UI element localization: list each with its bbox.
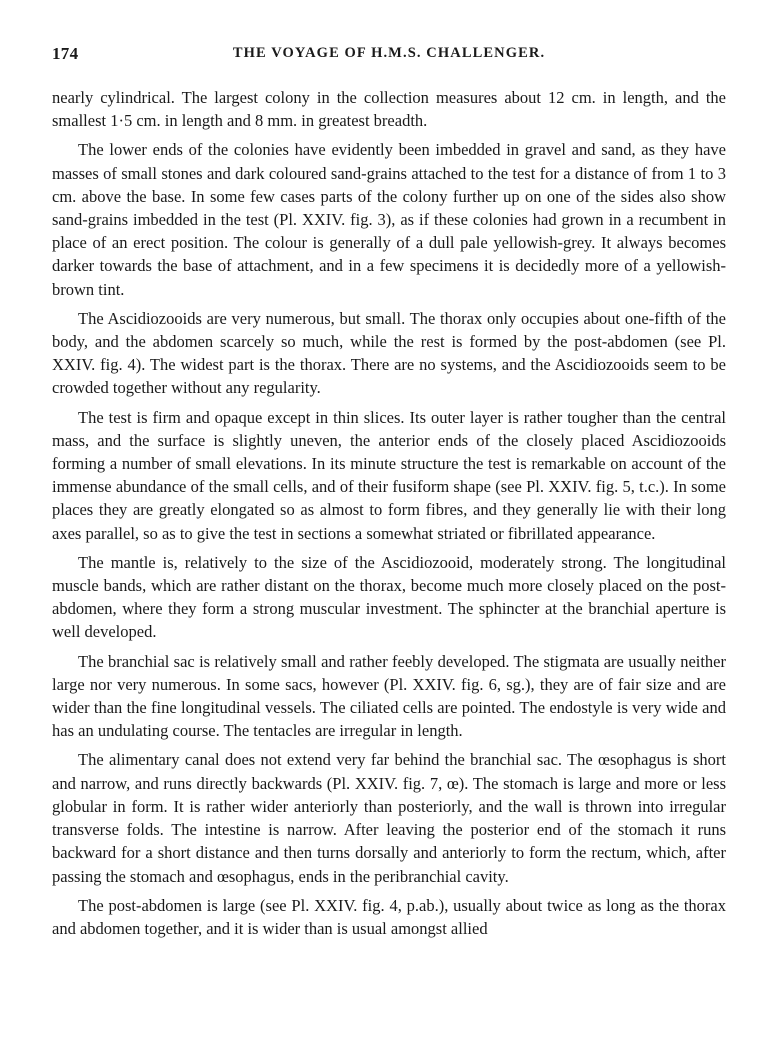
page-header bbox=[52, 44, 726, 68]
paragraph: nearly cylindrical. The largest colony in the collection measures about 12 cm. in length, and the smallest 1·5 cm. in length and 8 mm. in greatest breadth. bbox=[52, 88, 726, 131]
paragraph: The branchial sac is relatively small and rather feebly developed. The stigmata are usually neither large nor very numerous. In some sacs, however (Pl. XXIV. fig. 6, sg.), they are of fair size and are wider than the fine longitudinal vessels. The ciliated cells are pointed. The endostyle is very wide and has an undulating course. The tentacles are irregular in length. bbox=[52, 651, 726, 741]
body-text bbox=[52, 86, 726, 946]
paragraph: The lower ends of the colonies have evidently been imbedded in gravel and sand, as they have masses of small stones and dark coloured sand-grains attached to the test for a distance of from 1 to 3 cm. above the base. In some few cases parts of the colony further up on one of the sides also show sand-grains imbedded in the test (Pl. XXIV. fig. 3), as if these colonies had grown in a recumbent in place of an erect position. The colour is generally of a dull pale yellowish-grey. It always becomes darker towards the base of attachment, and in a few specimens it is decidedly more of a yellowish-brown tint. bbox=[52, 140, 726, 299]
running-head: THE VOYAGE OF H.M.S. CHALLENGER. bbox=[232, 45, 546, 61]
paragraph: The Ascidiozooids are very numerous, but small. The thorax only occupies about one-fifth of the body, and the abdomen scarcely so much, while the rest is formed by the post-abdomen (see Pl. XXIV. fig. 4). The widest part is the thorax. There are no systems, and the Ascidiozooids seem to be crowded together without any regularity. bbox=[52, 308, 726, 398]
paragraph: The post-abdomen is large (see Pl. XXIV. fig. 4, p.ab.), usually about twice as long as the thorax and abdomen together, and it is wider than is usual amongst allied bbox=[52, 895, 726, 938]
page-number: 174 bbox=[52, 44, 79, 63]
paragraph: The test is firm and opaque except in thin slices. Its outer layer is rather tougher than the central mass, and the surface is slightly uneven, the anterior ends of the closely placed Ascidiozooids forming a number of small elevations. In its minute structure the test is remarkable on account of the immense abundance of the small cells, and of their fusiform shape (see Pl. XXIV. fig. 5, t.c.). In some places they are greatly elongated so as almost to form fibres, and they generally lie with their long axes parallel, so as to give the test in sections a somewhat striated or fibrillated appearance. bbox=[52, 407, 726, 543]
paragraph: The mantle is, relatively to the size of the Ascidiozooid, moderately strong. The longitudinal muscle bands, which are rather distant on the thorax, become much more closely placed on the post-abdomen, where they form a strong muscular investment. The sphincter at the branchial aperture is well developed. bbox=[52, 552, 726, 642]
paragraph: The alimentary canal does not extend very far behind the branchial sac. The œsophagus is short and narrow, and runs directly backwards (Pl. XXIV. fig. 7, œ). The stomach is large and more or less globular in form. It is rather wider anteriorly than posteriorly, and the wall is thrown into irregular transverse folds. The intestine is narrow. After leaving the posterior end of the stomach it runs backward for a short distance and then turns dorsally and anteriorly to form the rectum, which, after passing the stomach and œsophagus, ends in the peribranchial cavity. bbox=[52, 750, 726, 886]
